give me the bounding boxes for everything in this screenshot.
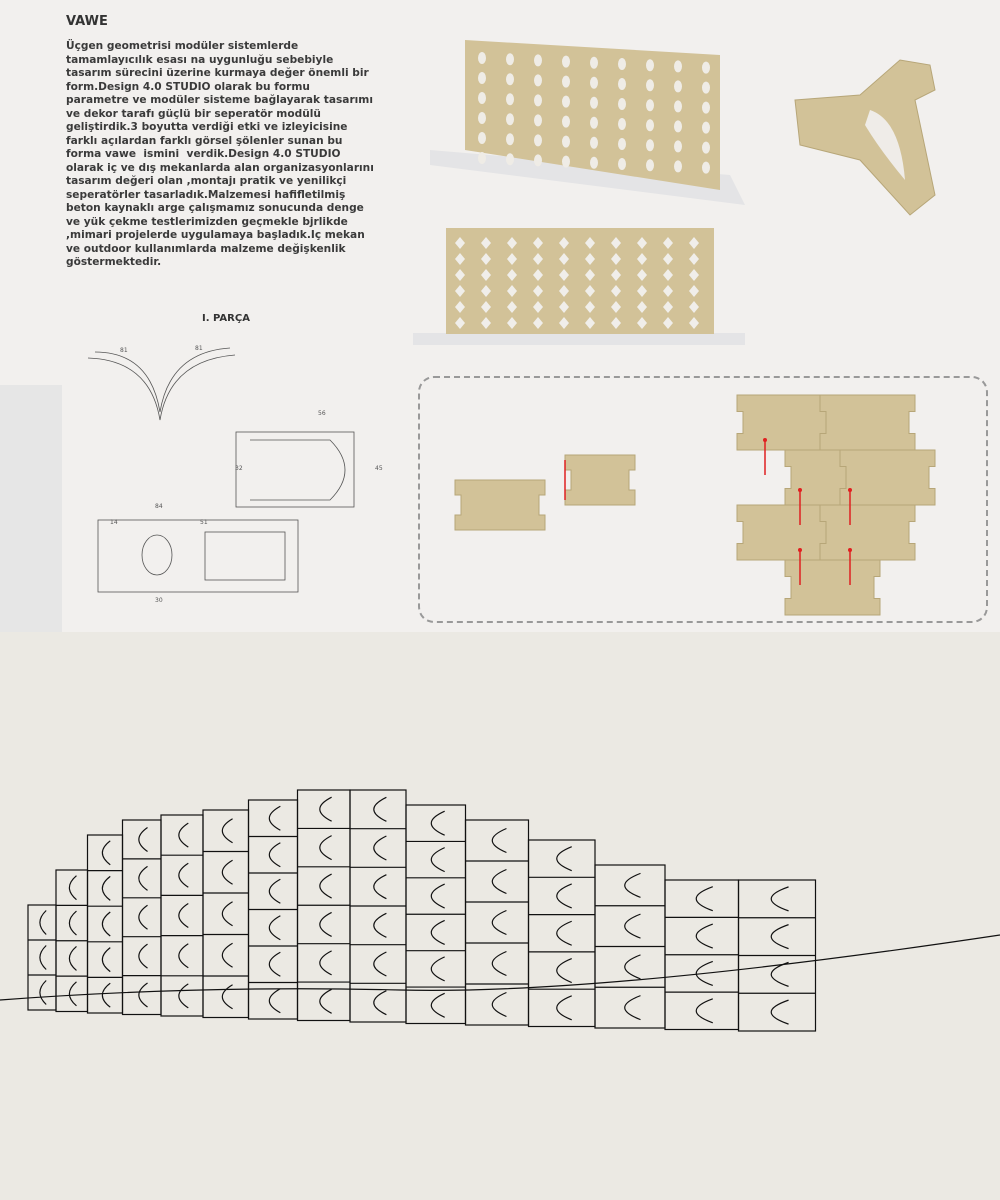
wall-opening [702, 142, 710, 154]
wall-opening [506, 53, 514, 65]
wall-opening [506, 153, 514, 165]
wall-opening [702, 102, 710, 114]
technical-drawings [88, 345, 383, 604]
module-arc [179, 904, 188, 928]
module-arc [696, 887, 713, 911]
description-line: ve outdoor kullanımlarda malzeme değişkenlik [66, 242, 346, 255]
module-arc [102, 876, 110, 900]
module-arc [492, 952, 506, 976]
wall-opening [534, 114, 542, 126]
drawing-module-plan [98, 520, 298, 592]
module-arc [492, 911, 506, 935]
module-arc [40, 981, 46, 1005]
module-arc [431, 811, 444, 835]
wall-opening [618, 158, 626, 170]
wall-opening [562, 136, 570, 148]
wall-opening [590, 157, 598, 169]
wall-opening [646, 159, 654, 171]
dimension-label: 30 [155, 597, 163, 604]
wall-opening [702, 62, 710, 74]
wall-opening [702, 162, 710, 174]
wall-opening [618, 98, 626, 110]
wall-opening [478, 152, 486, 164]
module-arc [374, 797, 387, 821]
wall-opening [506, 73, 514, 85]
wall-opening [562, 156, 570, 168]
module-arc [69, 911, 76, 935]
wall-opening [674, 60, 682, 72]
drawing-u-plan [236, 432, 354, 507]
wall-opening [478, 72, 486, 84]
module-arc [492, 870, 506, 894]
wall-opening [646, 119, 654, 131]
description-line: geliştirdik.3 boyutta verdiği etki ve izleyicisine [66, 121, 348, 133]
module-arc [179, 863, 188, 887]
wall-opening [618, 58, 626, 70]
module-arc [320, 874, 332, 898]
wall-opening [646, 59, 654, 71]
description-line: olarak iç ve dış mekanlarda alan organizasyonlarını [66, 161, 374, 174]
module-arc [139, 905, 148, 929]
module-arc [139, 827, 148, 851]
assembly-frame [418, 376, 988, 623]
wall-opening [674, 160, 682, 172]
module-column [28, 905, 56, 1010]
module-column [466, 820, 529, 1025]
ground-line [0, 935, 1000, 1000]
wall-opening [478, 52, 486, 64]
wall-base [413, 333, 745, 345]
module-column [123, 820, 162, 1015]
module-arc [374, 913, 387, 937]
wall-opening [478, 112, 486, 124]
module-arc [269, 806, 280, 830]
module-arc [139, 944, 148, 968]
module-column [88, 835, 123, 1013]
module-arc [625, 996, 641, 1020]
module-arc [625, 914, 641, 938]
wall-opening [674, 120, 682, 132]
module-arc [320, 797, 332, 821]
module-arc [179, 944, 188, 968]
module-arc [102, 841, 110, 865]
module-arc [771, 925, 788, 949]
drawing-oval [142, 535, 172, 575]
description-line: göstermektedir. [66, 256, 162, 268]
wall-opening [618, 118, 626, 130]
wall-opening [674, 100, 682, 112]
wall-opening [674, 80, 682, 92]
module-arc [40, 911, 46, 935]
module-arc [102, 912, 110, 936]
wall-opening [478, 132, 486, 144]
description-line: seperatörler tasarladık.Malzemesi hafifletilmiş [66, 188, 346, 201]
module-arc [771, 1000, 788, 1024]
render-single-module [795, 60, 935, 215]
module-arc [431, 993, 444, 1017]
wall-opening [534, 54, 542, 66]
wall-opening [534, 134, 542, 146]
wall-opening [562, 56, 570, 68]
wall-opening [590, 57, 598, 69]
wall-opening [478, 92, 486, 104]
dimension-label: 81 [120, 347, 128, 354]
wall-opening [618, 78, 626, 90]
module-arc [269, 843, 280, 867]
module-arc [269, 952, 280, 976]
module-arc [139, 866, 148, 890]
module-arc [625, 873, 641, 897]
wall-opening [590, 97, 598, 109]
module-arc [269, 989, 280, 1013]
drawing-v-profile-inner [95, 348, 230, 412]
module-arc [40, 946, 46, 970]
description-line: Üçgen geometrisi modüler sistemlerde [66, 40, 299, 52]
dimension-label: 45 [375, 465, 383, 472]
module-arc [102, 948, 110, 972]
line-drawing-wall [0, 790, 1000, 1031]
description-line: ,mimari projelerde uygulamaya başladık.Iç mekan [66, 229, 365, 241]
module-arc [69, 982, 76, 1006]
dimension-label: 56 [318, 410, 326, 417]
wall-opening [562, 76, 570, 88]
module-arc [222, 943, 232, 967]
module-arc [771, 887, 788, 911]
description-line: tamamlayıcılık esası na uygunluğu sebebiyle [66, 53, 334, 66]
wall-opening [534, 154, 542, 166]
wall-opening [674, 140, 682, 152]
module-arc [625, 955, 641, 979]
description-line: form.Design 4.0 STUDIO olarak bu formu [66, 80, 310, 93]
drawing-u-curve [250, 440, 345, 500]
description-line: parametre ve modüler sisteme bağlayarak tasarımı [66, 94, 373, 106]
wall-opening [702, 122, 710, 134]
module-arc [139, 983, 148, 1007]
dimension-label: 14 [110, 519, 118, 526]
wall-opening [646, 99, 654, 111]
module-arc [696, 924, 713, 948]
description-line: forma vawe ismini verdik.Design 4.0 STUDIO [66, 148, 341, 160]
dimension-label: 51 [200, 519, 208, 526]
module-arc [557, 921, 572, 945]
module-arc [69, 946, 76, 970]
module-arc [222, 819, 232, 843]
wall-opening [590, 137, 598, 149]
module-arc [320, 836, 332, 860]
description-line: ve dekor tarafı güçlü bir seperatör modülü [66, 107, 321, 120]
drawing-flange [205, 532, 285, 580]
module-arc [374, 991, 387, 1015]
module-arc [222, 860, 232, 884]
description-line: tasarım değeri olan ,montajı pratik ve yenilikçi [66, 175, 347, 187]
module-arc [320, 989, 332, 1013]
module-shape [795, 60, 935, 215]
module-arc [431, 920, 444, 944]
module-arc [269, 879, 280, 903]
wall-opening [534, 94, 542, 106]
module-arc [374, 875, 387, 899]
wall-opening [590, 77, 598, 89]
dimension-label: 81 [195, 345, 203, 352]
wall-opening [506, 93, 514, 105]
module-arc [492, 993, 506, 1017]
module-arc [222, 985, 232, 1009]
module-column [161, 815, 203, 1016]
render-wall-perspective [430, 40, 745, 205]
dimension-label: 32 [235, 465, 243, 472]
module-arc [179, 984, 188, 1008]
module-arc [492, 829, 506, 853]
module-arc [374, 836, 387, 860]
module-arc [102, 983, 110, 1007]
wall-opening [646, 139, 654, 151]
drawing-v-profile [88, 355, 235, 420]
module-arc [431, 848, 444, 872]
wall-opening [646, 79, 654, 91]
dimension-label: 84 [155, 503, 163, 510]
description-line: ve yük çekme testlerimizden geçmekle bjrlikde [66, 215, 348, 228]
part-label: I. PARÇA [202, 313, 250, 324]
module-arc [696, 999, 713, 1023]
module-arc [269, 916, 280, 940]
wall-opening [506, 133, 514, 145]
wall-opening [506, 113, 514, 125]
module-arc [320, 912, 332, 936]
module-arc [557, 996, 572, 1020]
module-arc [431, 957, 444, 981]
wall-opening [702, 82, 710, 94]
render-wall-front [413, 228, 745, 345]
module-arc [222, 902, 232, 926]
wall-opening [618, 138, 626, 150]
wall-opening [562, 96, 570, 108]
module-arc [557, 847, 572, 871]
module-arc [179, 823, 188, 847]
module-arc [557, 959, 572, 983]
project-title: VAWE [66, 14, 108, 29]
description-line: beton kaynaklı arge çalışmamız sonucunda denge [66, 202, 364, 214]
description-line: farklı açılardan farklı görsel şölenler sunan bu [66, 134, 343, 147]
module-arc [431, 884, 444, 908]
module-arc [374, 952, 387, 976]
module-column [529, 840, 596, 1027]
wall-opening [590, 117, 598, 129]
wall-opening [534, 74, 542, 86]
module-arc [69, 876, 76, 900]
module-arc [320, 951, 332, 975]
description-line: tasarım sürecini üzerine kurmaya değer önemli bir [66, 67, 369, 79]
wall-opening [562, 116, 570, 128]
module-column [203, 810, 249, 1018]
module-arc [557, 884, 572, 908]
